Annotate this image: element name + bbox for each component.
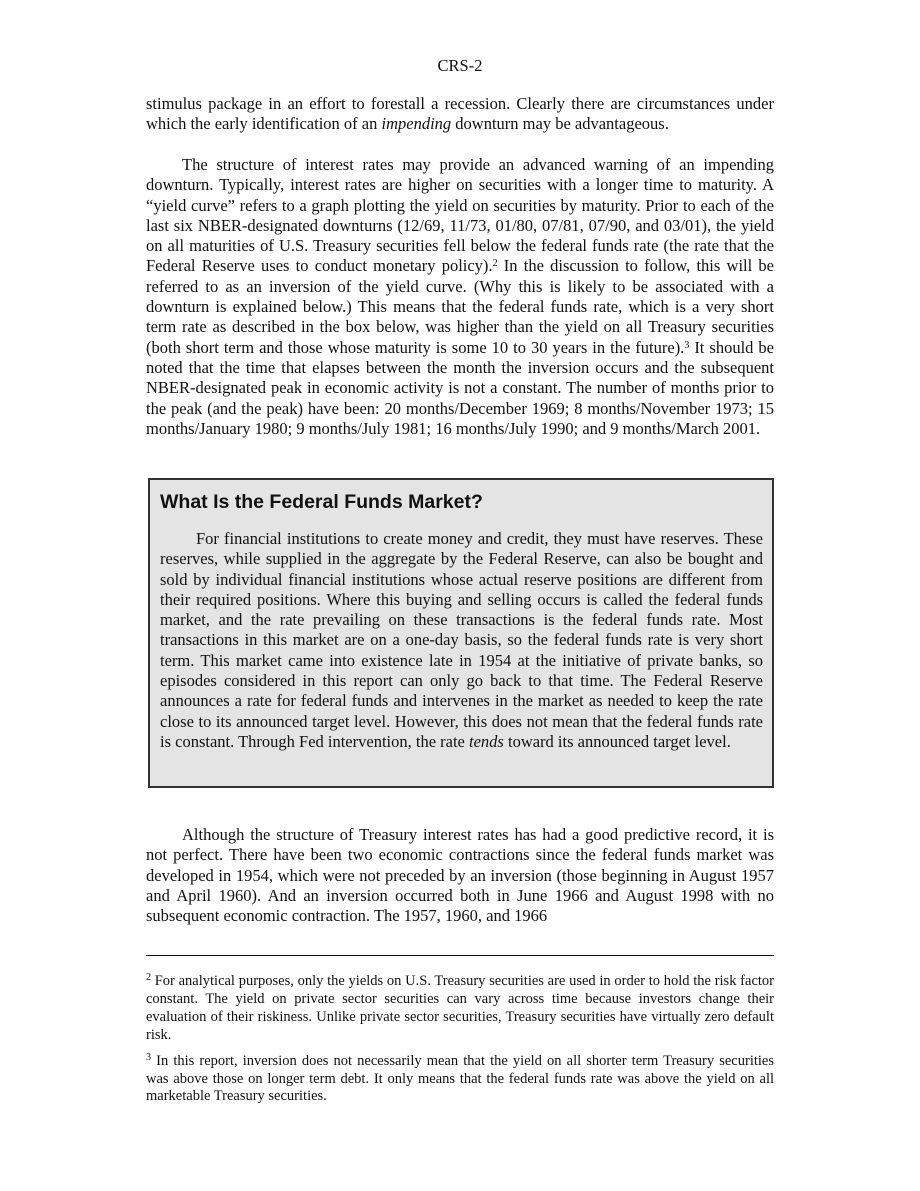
footnote-2 xyxy=(146,973,774,1045)
yield-curve-text: The structure of interest rates may provide an advanced warning of an impending downturn. Typically, interest rates are higher on securities with a longer time to maturity. A “yield curve” refers to a graph plotting the yield on securities by maturity. Prior to each of the last six NBER-designated downturns (12/69, 11/73, 01/80, 07/81, 07/90, and 03/01), the yield on all maturities of U.S. Treasury securities fell below the federal funds rate (the rate that the Federal Reserve uses to conduct monetary policy). xyxy=(146,155,774,276)
yield-curve-paragraph xyxy=(146,155,774,439)
sidebar-box-title: What Is the Federal Funds Market? xyxy=(160,491,483,513)
intro-text-end: downturn may be advantageous. xyxy=(451,114,669,134)
footnote-reference-2: 2 xyxy=(492,258,498,270)
footnote-number-2: 2 xyxy=(146,972,151,983)
yield-curve-text-end: It should be noted that the time that elapses between the month the inversion occurs and the subsequent NBER-designated peak in economic activity is not a constant. The number of months prior to the peak (and the peak) have been: 20 months/December 1969; 8 months/November 1973; 15 months/January 1980; 9 months/July 1981; 16 months/July 1990; and 9 months/March 2001. xyxy=(146,337,774,438)
footnote-2-text: For analytical purposes, only the yields on U.S. Treasury securities are used in order to hold the risk factor constant. The yield on private sector securities can vary across time because investors change their evaluation of their riskiness. Unlike private sector securities, Treasury securities have virtually zero default risk. xyxy=(146,973,774,1043)
footnote-reference-3: 3 xyxy=(684,339,690,351)
sidebar-box-text-end: toward its announced target level. xyxy=(503,731,731,751)
footnote-3 xyxy=(146,1053,774,1107)
sidebar-box-text: For financial institutions to create money and credit, they must have reserves. These reserves, while supplied in the aggregate by the Federal Reserve, can also be bought and sold by individual financial institutions whose actual reserve positions are different from their required positions. Where this buying and selling occurs is called the federal funds market, and the rate prevailing on these transactions is the federal funds rate. Most transactions in this market are on a one-day basis, so the federal funds rate is very short term. This market came into existence late in 1954 at the initiative of private banks, so episodes considered in this report can only go back to that time. The Federal Reserve announces a rate for federal funds and intervenes in the market as needed to keep the rate close to its announced target level. However, this does not mean that the federal funds rate is constant. Through Fed intervention, the rate xyxy=(160,529,763,751)
intro-paragraph xyxy=(146,94,774,135)
footnotes xyxy=(146,973,774,1106)
yield-curve-text-middle: In the discussion to follow, this will be referred to as an inversion of the yield curve. (Why this is likely to be associated with a downturn is explained below.) This means that the federal funds rate, which is a very short term rate as described in the box below, was higher than the yield on all Treasury securities (both short term and those whose maturity is some 10 to 30 years in the future). xyxy=(146,256,774,357)
sidebar-box-emphasis: tends xyxy=(469,731,504,751)
footnote-divider xyxy=(146,955,774,956)
footnote-number-3: 3 xyxy=(146,1051,151,1063)
sidebar-box-body xyxy=(160,529,763,752)
page-header: CRS-2 xyxy=(437,56,483,75)
intro-text: stimulus package in an effort to forestall a recession. Clearly there are circumstances under which the early identification of an xyxy=(146,94,774,134)
intro-emphasis: impending xyxy=(381,114,452,134)
predictive-record-paragraph: Although the structure of Treasury interest rates has had a good predictive record, it is not perfect. There have been two economic contractions since the federal funds market was developed in 1954, which were not preceded by an inversion (those beginning in August 1957 and April 1960). And an inversion occurred both in June 1966 and August 1998 with no subsequent economic contraction. The 1957, 1960, and 1966 xyxy=(146,825,774,926)
federal-funds-sidebar-box xyxy=(148,478,774,788)
footnote-3-text: In this report, inversion does not necessarily mean that the yield on all shorter term Treasury securities was above those on longer term debt. It only means that the federal funds rate was above the yield on all marketable Treasury securities. xyxy=(146,1052,774,1105)
